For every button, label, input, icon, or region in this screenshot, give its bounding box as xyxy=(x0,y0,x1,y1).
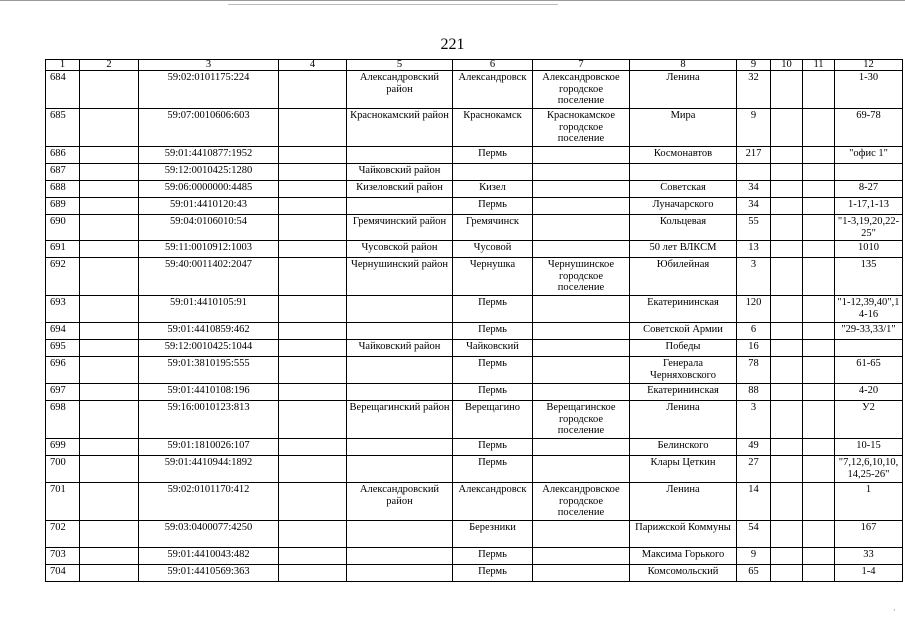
cell-col2 xyxy=(80,456,139,483)
row-number: 700 xyxy=(46,456,80,483)
cell-col4 xyxy=(279,483,347,521)
cell-col4 xyxy=(279,384,347,401)
settlement: Пермь xyxy=(453,456,533,483)
settlement: Пермь xyxy=(453,323,533,340)
municipality: Чернушинское городское поселение xyxy=(533,258,630,296)
cadastral-number: 59:12:0010425:1280 xyxy=(139,164,279,181)
cadastral-number: 59:01:4410569:363 xyxy=(139,565,279,582)
cadastral-number: 59:11:0010912:1003 xyxy=(139,241,279,258)
table-row xyxy=(46,340,903,357)
cell-col10 xyxy=(771,548,803,565)
house-number: 49 xyxy=(737,439,771,456)
premises: 1-4 xyxy=(835,565,903,582)
street: Комсомольский xyxy=(630,565,737,582)
premises: 135 xyxy=(835,258,903,296)
district: Краснокамский район xyxy=(347,109,453,147)
district xyxy=(347,357,453,384)
settlement: Гремячинск xyxy=(453,215,533,241)
table-row xyxy=(46,241,903,258)
column-header: 1 xyxy=(46,60,80,71)
cell-col10 xyxy=(771,215,803,241)
cell-col2 xyxy=(80,241,139,258)
settlement: Верещагино xyxy=(453,401,533,439)
cell-col11 xyxy=(803,456,835,483)
table-row xyxy=(46,401,903,439)
municipality xyxy=(533,181,630,198)
registry-rows xyxy=(46,71,903,582)
street: Ленина xyxy=(630,401,737,439)
column-header: 2 xyxy=(80,60,139,71)
table-row xyxy=(46,258,903,296)
house-number: 65 xyxy=(737,565,771,582)
row-number: 688 xyxy=(46,181,80,198)
cadastral-number: 59:40:0011402:2047 xyxy=(139,258,279,296)
cell-col4 xyxy=(279,296,347,323)
row-number: 685 xyxy=(46,109,80,147)
cadastral-number: 59:02:0101175:224 xyxy=(139,71,279,109)
cell-col11 xyxy=(803,241,835,258)
settlement: Чернушка xyxy=(453,258,533,296)
table-row xyxy=(46,439,903,456)
house-number: 32 xyxy=(737,71,771,109)
house-number: 9 xyxy=(737,548,771,565)
settlement: Пермь xyxy=(453,357,533,384)
street: Космонавтов xyxy=(630,147,737,164)
column-header: 4 xyxy=(279,60,347,71)
row-number: 694 xyxy=(46,323,80,340)
street: Победы xyxy=(630,340,737,357)
cell-col2 xyxy=(80,340,139,357)
municipality xyxy=(533,147,630,164)
street: Ленина xyxy=(630,71,737,109)
premises: "офис 1" xyxy=(835,147,903,164)
cell-col10 xyxy=(771,456,803,483)
cell-col4 xyxy=(279,181,347,198)
district xyxy=(347,439,453,456)
street: Генерала Черняховского xyxy=(630,357,737,384)
cell-col10 xyxy=(771,439,803,456)
cell-col4 xyxy=(279,109,347,147)
premises: 4-20 xyxy=(835,384,903,401)
cell-col11 xyxy=(803,164,835,181)
table-row xyxy=(46,384,903,401)
municipality xyxy=(533,565,630,582)
house-number: 13 xyxy=(737,241,771,258)
cell-col4 xyxy=(279,323,347,340)
district xyxy=(347,323,453,340)
column-header: 3 xyxy=(139,60,279,71)
street: 50 лет ВЛКСМ xyxy=(630,241,737,258)
settlement: Пермь xyxy=(453,296,533,323)
cadastral-number: 59:04:0106010:54 xyxy=(139,215,279,241)
cell-col11 xyxy=(803,198,835,215)
row-number: 704 xyxy=(46,565,80,582)
district xyxy=(347,456,453,483)
cell-col11 xyxy=(803,439,835,456)
cell-col4 xyxy=(279,241,347,258)
premises: 69-78 xyxy=(835,109,903,147)
cadastral-number: 59:12:0010425:1044 xyxy=(139,340,279,357)
cadastral-number: 59:01:4410877:1952 xyxy=(139,147,279,164)
row-number: 702 xyxy=(46,521,80,548)
cadastral-number: 59:16:0010123:813 xyxy=(139,401,279,439)
cadastral-number: 59:01:1810026:107 xyxy=(139,439,279,456)
municipality xyxy=(533,164,630,181)
cell-col2 xyxy=(80,521,139,548)
district: Чусовской район xyxy=(347,241,453,258)
cell-col11 xyxy=(803,296,835,323)
premises: "1-12,39,40",14-16 xyxy=(835,296,903,323)
settlement: Пермь xyxy=(453,147,533,164)
street: Ленина xyxy=(630,483,737,521)
municipality xyxy=(533,340,630,357)
district: Александровский район xyxy=(347,71,453,109)
settlement: Кизел xyxy=(453,181,533,198)
house-number: 54 xyxy=(737,521,771,548)
cell-col4 xyxy=(279,548,347,565)
district xyxy=(347,147,453,164)
house-number: 9 xyxy=(737,109,771,147)
cell-col4 xyxy=(279,565,347,582)
column-header: 10 xyxy=(771,60,803,71)
table-row xyxy=(46,71,903,109)
cell-col4 xyxy=(279,357,347,384)
column-header: 6 xyxy=(453,60,533,71)
table-row xyxy=(46,323,903,340)
table-row xyxy=(46,296,903,323)
cell-col4 xyxy=(279,258,347,296)
cell-col11 xyxy=(803,109,835,147)
row-number: 693 xyxy=(46,296,80,323)
table-row xyxy=(46,147,903,164)
street: Максима Горького xyxy=(630,548,737,565)
cell-col2 xyxy=(80,357,139,384)
cell-col2 xyxy=(80,439,139,456)
district xyxy=(347,565,453,582)
table-row xyxy=(46,198,903,215)
cell-col11 xyxy=(803,401,835,439)
cadastral-number: 59:01:4410944:1892 xyxy=(139,456,279,483)
settlement: Пермь xyxy=(453,548,533,565)
street: Кольцевая xyxy=(630,215,737,241)
street: Советская xyxy=(630,181,737,198)
cadastral-number: 59:06:0000000:4485 xyxy=(139,181,279,198)
cell-col10 xyxy=(771,198,803,215)
district: Чайковский район xyxy=(347,164,453,181)
column-header: 8 xyxy=(630,60,737,71)
cell-col10 xyxy=(771,71,803,109)
municipality: Александровское городское поселение xyxy=(533,71,630,109)
street: Юбилейная xyxy=(630,258,737,296)
premises: "7,12,6,10,10,14,25-26" xyxy=(835,456,903,483)
table-row xyxy=(46,181,903,198)
cell-col11 xyxy=(803,384,835,401)
house-number: 88 xyxy=(737,384,771,401)
house-number: 27 xyxy=(737,456,771,483)
cadastral-number: 59:01:4410105:91 xyxy=(139,296,279,323)
cell-col4 xyxy=(279,340,347,357)
cell-col11 xyxy=(803,323,835,340)
scan-top-rule xyxy=(0,0,905,1)
column-number-header-row xyxy=(46,60,903,71)
settlement: Пермь xyxy=(453,198,533,215)
column-header: 9 xyxy=(737,60,771,71)
cell-col11 xyxy=(803,548,835,565)
house-number: 3 xyxy=(737,401,771,439)
cadastral-number: 59:01:3810195:555 xyxy=(139,357,279,384)
column-header: 5 xyxy=(347,60,453,71)
row-number: 703 xyxy=(46,548,80,565)
cell-col10 xyxy=(771,164,803,181)
cadastral-number: 59:01:4410859:462 xyxy=(139,323,279,340)
table-row xyxy=(46,548,903,565)
cell-col2 xyxy=(80,483,139,521)
cell-col10 xyxy=(771,241,803,258)
street: Екатерининская xyxy=(630,384,737,401)
cell-col2 xyxy=(80,565,139,582)
cell-col4 xyxy=(279,164,347,181)
cell-col10 xyxy=(771,521,803,548)
district: Чайковский район xyxy=(347,340,453,357)
house-number: 78 xyxy=(737,357,771,384)
row-number: 687 xyxy=(46,164,80,181)
cell-col4 xyxy=(279,521,347,548)
premises: "29-33,33/1" xyxy=(835,323,903,340)
district: Гремячинский район xyxy=(347,215,453,241)
district: Кизеловский район xyxy=(347,181,453,198)
street xyxy=(630,164,737,181)
street: Луначарского xyxy=(630,198,737,215)
street: Белинского xyxy=(630,439,737,456)
cell-col10 xyxy=(771,357,803,384)
district: Чернушинский район xyxy=(347,258,453,296)
house-number: 14 xyxy=(737,483,771,521)
settlement: Пермь xyxy=(453,384,533,401)
premises: 10-15 xyxy=(835,439,903,456)
settlement: Березники xyxy=(453,521,533,548)
municipality xyxy=(533,198,630,215)
settlement xyxy=(453,164,533,181)
row-number: 697 xyxy=(46,384,80,401)
premises: 167 xyxy=(835,521,903,548)
row-number: 698 xyxy=(46,401,80,439)
premises: У2 xyxy=(835,401,903,439)
settlement: Краснокамск xyxy=(453,109,533,147)
cell-col2 xyxy=(80,296,139,323)
settlement: Чусовой xyxy=(453,241,533,258)
table-row xyxy=(46,357,903,384)
scan-edge-mark: · xyxy=(893,606,896,615)
district xyxy=(347,521,453,548)
cell-col10 xyxy=(771,340,803,357)
cell-col11 xyxy=(803,521,835,548)
cadastral-number: 59:01:4410120:43 xyxy=(139,198,279,215)
cell-col10 xyxy=(771,565,803,582)
premises: 33 xyxy=(835,548,903,565)
premises: "1-3,19,20,22-25" xyxy=(835,215,903,241)
cadastral-number: 59:01:4410043:482 xyxy=(139,548,279,565)
cell-col4 xyxy=(279,401,347,439)
cell-col10 xyxy=(771,401,803,439)
municipality: Краснокамское городское поселение xyxy=(533,109,630,147)
cell-col4 xyxy=(279,439,347,456)
settlement: Александровск xyxy=(453,71,533,109)
cadastral-number: 59:01:4410108:196 xyxy=(139,384,279,401)
house-number: 16 xyxy=(737,340,771,357)
table-row xyxy=(46,483,903,521)
premises: 8-27 xyxy=(835,181,903,198)
municipality xyxy=(533,384,630,401)
row-number: 696 xyxy=(46,357,80,384)
cadastral-number: 59:03:0400077:4250 xyxy=(139,521,279,548)
table-row xyxy=(46,456,903,483)
cell-col2 xyxy=(80,181,139,198)
cell-col2 xyxy=(80,215,139,241)
row-number: 690 xyxy=(46,215,80,241)
municipality xyxy=(533,357,630,384)
cell-col11 xyxy=(803,565,835,582)
table-row xyxy=(46,565,903,582)
municipality xyxy=(533,521,630,548)
cell-col10 xyxy=(771,181,803,198)
cell-col2 xyxy=(80,323,139,340)
house-number: 55 xyxy=(737,215,771,241)
table-row xyxy=(46,164,903,181)
column-header: 12 xyxy=(835,60,903,71)
street: Парижской Коммуны xyxy=(630,521,737,548)
row-number: 695 xyxy=(46,340,80,357)
settlement: Пермь xyxy=(453,439,533,456)
municipality xyxy=(533,296,630,323)
cell-col11 xyxy=(803,71,835,109)
settlement: Пермь xyxy=(453,565,533,582)
scan-top-rule-secondary xyxy=(228,4,558,5)
street: Советской Армии xyxy=(630,323,737,340)
cell-col2 xyxy=(80,71,139,109)
municipality xyxy=(533,323,630,340)
cell-col10 xyxy=(771,483,803,521)
district xyxy=(347,296,453,323)
street: Мира xyxy=(630,109,737,147)
cell-col2 xyxy=(80,147,139,164)
house-number: 34 xyxy=(737,181,771,198)
registry-table xyxy=(45,59,903,582)
premises: 1-30 xyxy=(835,71,903,109)
district: Верещагинский район xyxy=(347,401,453,439)
cell-col11 xyxy=(803,483,835,521)
premises: 61-65 xyxy=(835,357,903,384)
cell-col10 xyxy=(771,323,803,340)
house-number: 217 xyxy=(737,147,771,164)
row-number: 701 xyxy=(46,483,80,521)
cell-col10 xyxy=(771,384,803,401)
page-number: 221 xyxy=(440,36,465,53)
house-number: 120 xyxy=(737,296,771,323)
municipality xyxy=(533,439,630,456)
column-header: 7 xyxy=(533,60,630,71)
cadastral-number: 59:02:0101170:412 xyxy=(139,483,279,521)
street: Клары Цеткин xyxy=(630,456,737,483)
cell-col4 xyxy=(279,215,347,241)
cell-col2 xyxy=(80,258,139,296)
premises xyxy=(835,340,903,357)
settlement: Александровск xyxy=(453,483,533,521)
cell-col4 xyxy=(279,71,347,109)
cell-col4 xyxy=(279,456,347,483)
table-row xyxy=(46,109,903,147)
cell-col11 xyxy=(803,181,835,198)
settlement: Чайковский xyxy=(453,340,533,357)
municipality xyxy=(533,548,630,565)
table-row xyxy=(46,215,903,241)
column-header: 11 xyxy=(803,60,835,71)
municipality xyxy=(533,215,630,241)
municipality xyxy=(533,456,630,483)
municipality xyxy=(533,241,630,258)
row-number: 684 xyxy=(46,71,80,109)
municipality: Верещагинское городское поселение xyxy=(533,401,630,439)
cell-col10 xyxy=(771,109,803,147)
district xyxy=(347,384,453,401)
premises: 1 xyxy=(835,483,903,521)
cell-col2 xyxy=(80,401,139,439)
cell-col2 xyxy=(80,384,139,401)
premises xyxy=(835,164,903,181)
premises: 1010 xyxy=(835,241,903,258)
cell-col11 xyxy=(803,147,835,164)
cell-col2 xyxy=(80,109,139,147)
cell-col2 xyxy=(80,198,139,215)
cell-col4 xyxy=(279,147,347,164)
cell-col4 xyxy=(279,198,347,215)
district: Александровский район xyxy=(347,483,453,521)
house-number: 3 xyxy=(737,258,771,296)
house-number: 34 xyxy=(737,198,771,215)
row-number: 689 xyxy=(46,198,80,215)
table-row xyxy=(46,521,903,548)
cell-col10 xyxy=(771,258,803,296)
cell-col2 xyxy=(80,164,139,181)
premises: 1-17,1-13 xyxy=(835,198,903,215)
row-number: 691 xyxy=(46,241,80,258)
row-number: 686 xyxy=(46,147,80,164)
district xyxy=(347,198,453,215)
cell-col10 xyxy=(771,147,803,164)
cell-col11 xyxy=(803,340,835,357)
row-number: 699 xyxy=(46,439,80,456)
cell-col11 xyxy=(803,357,835,384)
house-number xyxy=(737,164,771,181)
cadastral-number: 59:07:0010606:603 xyxy=(139,109,279,147)
cell-col11 xyxy=(803,258,835,296)
municipality: Александровское городское поселение xyxy=(533,483,630,521)
row-number: 692 xyxy=(46,258,80,296)
cell-col2 xyxy=(80,548,139,565)
house-number: 6 xyxy=(737,323,771,340)
cell-col11 xyxy=(803,215,835,241)
street: Екатерининская xyxy=(630,296,737,323)
district xyxy=(347,548,453,565)
cell-col10 xyxy=(771,296,803,323)
